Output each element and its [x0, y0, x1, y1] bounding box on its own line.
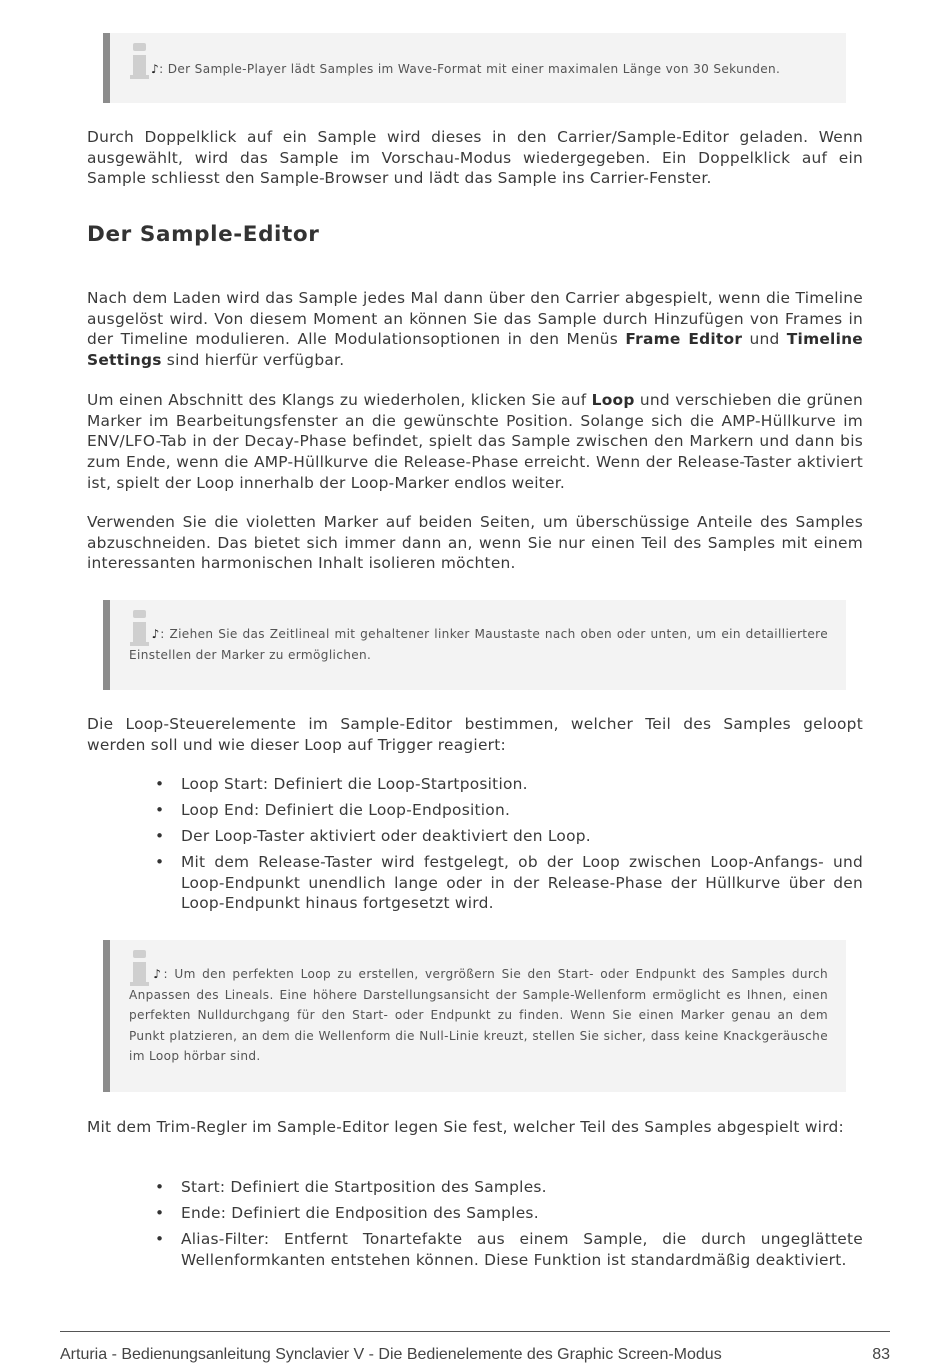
info-note [103, 940, 846, 1092]
loop-term: Loop [591, 391, 635, 409]
section-title: Der Sample-Editor [87, 222, 320, 247]
list-item: • Alias-Filter: Entfernt Tonartefakte aus einem Sample, die durch ungeglättete Wellenformkanten entstehen können. Diese Funktion ist standardmäßig deaktiviert. [155, 1229, 863, 1270]
list-item: • Loop Start: Definiert die Loop-Startposition. [155, 774, 863, 795]
paragraph-trim-control: Mit dem Trim-Regler im Sample-Editor legen Sie fest, welcher Teil des Samples abgespielt wird: [87, 1118, 844, 1136]
intro-paragraph: Durch Doppelklick auf ein Sample wird dieses in den Carrier/Sample-Editor geladen. Wenn ausgewählt, wird das Sample im Vorschau-Modus wiedergegeben. Ein Doppelklick auf ein Sample schliesst den Sample-Browser und lädt das Sample ins Carrier-Fenster. [87, 128, 863, 188]
paragraph-trim-markers: Verwenden Sie die violetten Marker auf beiden Seiten, um überschüssige Anteile des Samples abzuschneiden. Das bietet sich immer dann an, wenn Sie nur einen Teil des Samples mit einem interessanten harmonischen Inhalt isolieren möchten. [87, 513, 863, 573]
trim-controls-list [155, 1177, 863, 1276]
paragraph-sample-loading: Nach dem Laden wird das Sample jedes Mal dann über den Carrier abgespielt, wenn die Timeline ausgelöst wird. Von diesem Moment an können Sie das Sample durch Hinzufügen von Frames in der Timeline modulieren. Alle Modulationsoptionen in den Menüs Frame Editor und Timeline Settings sind hierfür verfügbar. [87, 289, 863, 370]
loop-controls-list [155, 774, 863, 919]
info-note-text: ♪: Ziehen Sie das Zeitlineal mit gehaltener linker Maustaste nach oben oder unten, um ein detailliertere Einstellen der Marker zu ermöglichen. [129, 627, 828, 662]
info-note [103, 33, 846, 103]
info-note [103, 600, 846, 690]
list-item: • Ende: Definiert die Endposition des Samples. [155, 1203, 863, 1224]
list-item: • Loop End: Definiert die Loop-Endposition. [155, 800, 863, 821]
page-number: 83 [872, 1346, 890, 1363]
paragraph-loop-controls: Die Loop-Steuerelemente im Sample-Editor bestimmen, welcher Teil des Samples geloopt werden soll und wie dieser Loop auf Trigger reagiert: [87, 715, 863, 754]
timeline-settings-term: Timeline Settings [87, 330, 863, 370]
footer-divider [60, 1331, 890, 1332]
info-note-text: ♪: Der Sample-Player lädt Samples im Wave-Format mit einer maximalen Länge von 30 Sekunden. [151, 62, 781, 76]
list-item: • Mit dem Release-Taster wird festgelegt, ob der Loop zwischen Loop-Anfangs- und Loop-Endpunkt unendlich lange oder in der Release-Phase der Hüllkurve über den Loop-Endpunkt hinaus fortgesetzt wird. [155, 852, 863, 914]
footer-text: Arturia - Bedienungsanleitung Synclavier V - Die Bedienelemente des Graphic Screen-Modus [60, 1346, 722, 1363]
list-item: • Start: Definiert die Startposition des Samples. [155, 1177, 863, 1198]
info-note-text: ♪: Um den perfekten Loop zu erstellen, vergrößern Sie den Start- oder Endpunkt des Samples durch Anpassen des Lineals. Eine höhere Darstellungsansicht der Sample-Wellenform ermöglicht es Ihnen, einen perfekten Nulldurchgang für den Start- oder Endpunkt zu finden. Wenn Sie einen Marker genau an dem Punkt platzieren, an dem die Wellenform die Null-Linie kreuzt, stellen Sie sicher, dass keine Knackgeräusche im Loop hörbar sind. [129, 967, 828, 1064]
list-item: • Der Loop-Taster aktiviert oder deaktiviert den Loop. [155, 826, 863, 847]
paragraph-loop: Um einen Abschnitt des Klangs zu wiederholen, klicken Sie auf Loop und verschieben die grünen Marker im Bearbeitungsfenster an die gewünschte Position. Solange sich die AMP-Hüllkurve im ENV/LFO-Tab in der Decay-Phase befindet, spielt das Sample zwischen den Markern und dann bis zum Ende, wenn die AMP-Hüllkurve die Release-Phase erreicht. Wenn der Release-Taster aktiviert ist, spielt der Loop innerhalb der Loop-Marker endlos weiter. [87, 391, 863, 492]
frame-editor-term: Frame Editor [625, 330, 743, 349]
